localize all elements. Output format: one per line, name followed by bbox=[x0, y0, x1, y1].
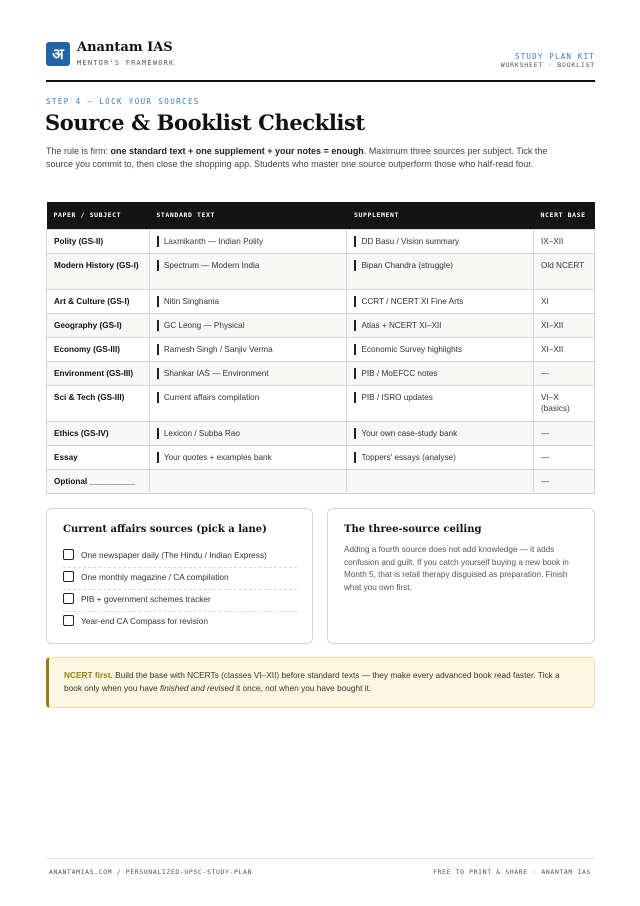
ca-option-label: PIB + government schemes tracker bbox=[81, 594, 211, 604]
tick-bar bbox=[354, 320, 356, 331]
step-label: STEP 4 — LOCK YOUR SOURCES bbox=[46, 97, 200, 106]
ncert-base-cell: XI–XII bbox=[534, 313, 595, 337]
page-footer bbox=[46, 858, 595, 876]
subject-cell: Art & Culture (GS-I) bbox=[47, 289, 150, 313]
tick-bar bbox=[157, 452, 159, 463]
supplement-text: PIB / MoEFCC notes bbox=[361, 368, 438, 378]
ncert-base-cell: Old NCERT bbox=[534, 253, 595, 289]
standard-text-cell bbox=[149, 469, 347, 493]
table-row bbox=[47, 469, 595, 493]
standard-text: Ramesh Singh / Sanjiv Verma bbox=[163, 344, 273, 354]
supplement-text: Your own case-study bank bbox=[361, 428, 458, 438]
col-header-ncert: NCERT BASE bbox=[534, 202, 595, 229]
tick-bar bbox=[157, 368, 159, 379]
subject-cell: Optional __________ bbox=[47, 469, 150, 493]
table-row bbox=[47, 289, 595, 313]
standard-text-cell bbox=[149, 421, 347, 445]
ca-option-label: One monthly magazine / CA compilation bbox=[81, 572, 229, 582]
three-source-text: Adding a fourth source does not add knowledge — it adds confusion and guilt. If you catch yourself buying a new book in Month 5, that is retail therapy disguised as preparation. Finish what you own first. bbox=[344, 545, 569, 592]
subject-cell: Geography (GS-I) bbox=[47, 313, 150, 337]
supplement-text-cell bbox=[347, 229, 534, 253]
subject-cell: Modern History (GS-I) bbox=[47, 253, 150, 289]
checkbox[interactable] bbox=[63, 615, 74, 626]
supplement-text-cell bbox=[347, 253, 534, 289]
current-affairs-card bbox=[46, 508, 313, 644]
three-source-title: The three-source ceiling bbox=[344, 524, 482, 535]
tick-bar bbox=[354, 428, 356, 439]
ca-option[interactable] bbox=[63, 590, 297, 612]
subject-cell: Ethics (GS-IV) bbox=[47, 421, 150, 445]
note-text: Build the base with NCERTs (classes VI–XII) before standard texts — they make every advanced book read faster. Tick a book only when you have bbox=[64, 670, 560, 693]
standard-text: Spectrum — Modern India bbox=[163, 260, 260, 270]
ca-option[interactable] bbox=[63, 546, 297, 568]
tick-bar bbox=[157, 344, 159, 355]
table-row bbox=[47, 421, 595, 445]
subject-cell: Environment (GS-III) bbox=[47, 361, 150, 385]
tick-bar bbox=[354, 296, 356, 307]
brand-name: Anantam IAS bbox=[77, 40, 173, 55]
tick-bar bbox=[354, 344, 356, 355]
subject-cell: Essay bbox=[47, 445, 150, 469]
ca-option-label: One newspaper daily (The Hindu / Indian Express) bbox=[81, 550, 267, 560]
tick-bar bbox=[157, 236, 159, 247]
table-header-row bbox=[47, 202, 595, 229]
table-row bbox=[47, 445, 595, 469]
logo-icon: अ bbox=[46, 42, 70, 66]
standard-text: Lexicon / Subba Rao bbox=[163, 428, 240, 438]
table-row bbox=[47, 253, 595, 289]
col-header-subject: PAPER / SUBJECT bbox=[47, 202, 150, 229]
standard-text-cell bbox=[149, 385, 347, 421]
supplement-text-cell bbox=[347, 337, 534, 361]
brand-subtitle: MENTOR'S FRAMEWORK bbox=[77, 59, 175, 67]
ca-option[interactable] bbox=[63, 568, 297, 590]
standard-text-cell bbox=[149, 361, 347, 385]
ca-option-label: Year-end CA Compass for revision bbox=[81, 616, 208, 626]
booklist-table bbox=[46, 202, 595, 494]
ncert-base-cell: IX–XII bbox=[534, 229, 595, 253]
table-row bbox=[47, 229, 595, 253]
col-header-supplement: SUPPLEMENT bbox=[347, 202, 534, 229]
standard-text-cell bbox=[149, 445, 347, 469]
subject-cell: Polity (GS-II) bbox=[47, 229, 150, 253]
footer-credit: FREE TO PRINT & SHARE · ANANTAM IAS bbox=[433, 868, 591, 876]
standard-text-cell bbox=[149, 313, 347, 337]
tick-bar bbox=[354, 236, 356, 247]
table-row bbox=[47, 361, 595, 385]
kit-label: STUDY PLAN KIT bbox=[514, 52, 595, 61]
page-header bbox=[46, 40, 595, 82]
kit-sublabel: WORKSHEET · BOOKLIST bbox=[500, 61, 595, 69]
supplement-text-cell bbox=[347, 421, 534, 445]
standard-text: Nitin Singhania bbox=[163, 296, 219, 306]
supplement-text: Atlas + NCERT XI–XII bbox=[361, 320, 442, 330]
tick-bar bbox=[354, 392, 356, 403]
col-header-standard: STANDARD TEXT bbox=[149, 202, 347, 229]
tick-bar bbox=[354, 260, 356, 271]
three-source-card bbox=[327, 508, 595, 644]
supplement-text-cell bbox=[347, 361, 534, 385]
ca-option[interactable] bbox=[63, 612, 297, 634]
supplement-text: DD Basu / Vision summary bbox=[361, 236, 460, 246]
ncert-base-cell: XI–XII bbox=[534, 337, 595, 361]
checkbox[interactable] bbox=[63, 571, 74, 582]
tick-bar bbox=[157, 260, 159, 271]
standard-text: Laxmikanth — Indian Polity bbox=[163, 236, 264, 246]
page-title: Source & Booklist Checklist bbox=[45, 110, 365, 135]
ncert-note bbox=[46, 657, 595, 708]
ncert-base-cell: — bbox=[534, 361, 595, 385]
supplement-text: PIB / ISRO updates bbox=[361, 392, 433, 402]
ncert-base-cell: XI bbox=[534, 289, 595, 313]
ncert-base-cell: — bbox=[534, 445, 595, 469]
tick-bar bbox=[354, 452, 356, 463]
tick-bar bbox=[157, 428, 159, 439]
standard-text: Your quotes + examples bank bbox=[163, 452, 272, 462]
supplement-text-cell bbox=[347, 445, 534, 469]
standard-text: Shankar IAS — Environment bbox=[163, 368, 269, 378]
supplement-text-cell bbox=[347, 289, 534, 313]
supplement-text: Toppers' essays (analyse) bbox=[361, 452, 456, 462]
current-affairs-title: Current affairs sources (pick a lane) bbox=[63, 524, 267, 535]
intro-rest: . Maximum three sources per subject. Tick the source you commit to, then close the shopping app. Students who master one source outperform those who half-read four. bbox=[46, 146, 548, 169]
supplement-text: Bipan Chandra (struggle) bbox=[361, 260, 453, 270]
tick-bar bbox=[354, 368, 356, 379]
current-affairs-list bbox=[63, 546, 297, 634]
supplement-text: Economic Survey highlights bbox=[361, 344, 463, 354]
standard-text-cell bbox=[149, 289, 347, 313]
standard-text: Current affairs compilation bbox=[163, 392, 260, 402]
subject-cell: Economy (GS-III) bbox=[47, 337, 150, 361]
intro-rule: one standard text + one supplement + your notes = enough bbox=[110, 146, 364, 156]
ncert-base-cell: — bbox=[534, 469, 595, 493]
subject-cell: Sci & Tech (GS-III) bbox=[47, 385, 150, 421]
table-row bbox=[47, 337, 595, 361]
note-text-end: it once, not when you have bought it. bbox=[233, 683, 372, 693]
supplement-text: CCRT / NCERT XI Fine Arts bbox=[361, 296, 464, 306]
checkbox[interactable] bbox=[63, 593, 74, 604]
note-emphasis: finished and revised bbox=[159, 683, 234, 693]
standard-text-cell bbox=[149, 229, 347, 253]
tick-bar bbox=[157, 296, 159, 307]
supplement-text-cell bbox=[347, 313, 534, 337]
standard-text-cell bbox=[149, 337, 347, 361]
note-lead: NCERT first. bbox=[64, 670, 113, 680]
tick-bar bbox=[157, 392, 159, 403]
tick-bar bbox=[157, 320, 159, 331]
checkbox[interactable] bbox=[63, 549, 74, 560]
ncert-base-cell: VI–X (basics) bbox=[534, 385, 595, 421]
standard-text-cell bbox=[149, 253, 347, 289]
footer-url: ANANTAMIAS.COM / PERSONALIZED-UPSC-STUDY-PLAN bbox=[49, 868, 253, 876]
supplement-text-cell bbox=[347, 385, 534, 421]
intro-lead: The rule is firm: bbox=[46, 146, 111, 156]
supplement-text-cell bbox=[347, 469, 534, 493]
table-row bbox=[47, 313, 595, 337]
intro-paragraph bbox=[46, 145, 558, 171]
standard-text: GC Leong — Physical bbox=[163, 320, 245, 330]
table-row bbox=[47, 385, 595, 421]
ncert-base-cell: — bbox=[534, 421, 595, 445]
